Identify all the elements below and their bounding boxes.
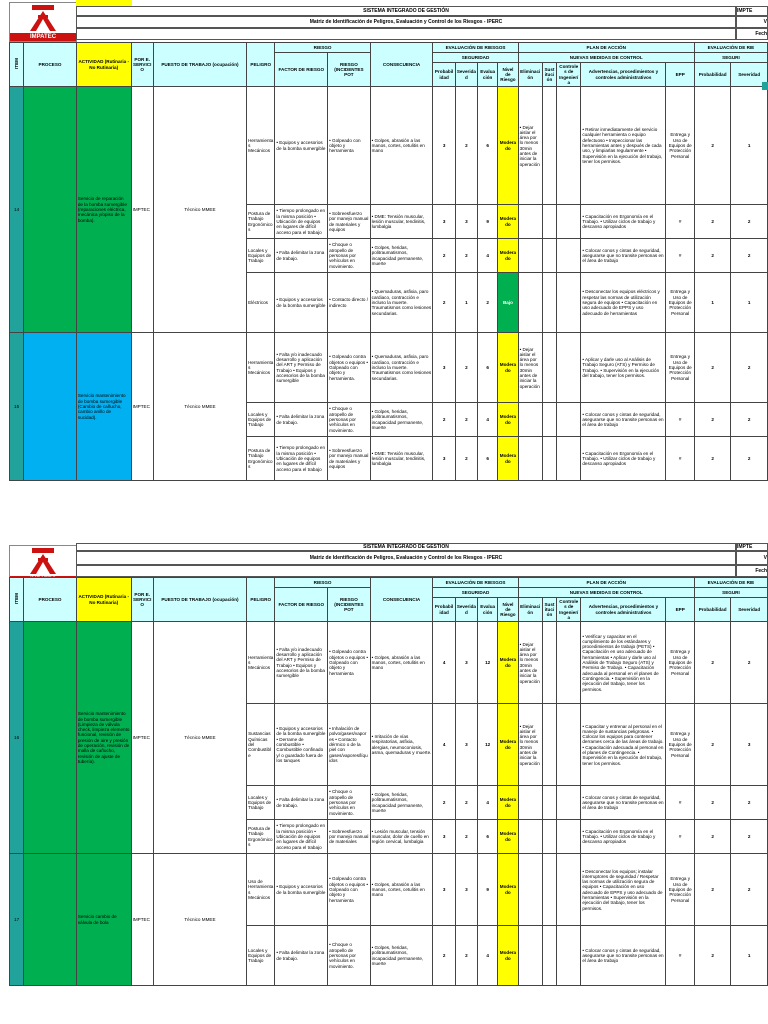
consecuencia-cell: • Quemaduras, asfixia, paro cardiaco, contracción e incluso la muerte. Traumatismos como lesiones secundarias. [370,333,433,403]
servicio-cell: IMPTEC [131,854,153,986]
severidad2-value: 2 [731,437,768,481]
col-probabilidad2: Probabilidad [694,63,730,87]
advertencias-cell: • Colocar conos y cintas de seguridad, asegurarse que no transite personas en el área de trabajo [581,786,666,820]
code-label: IMPTE [736,543,768,551]
eliminacion-cell: • Dejar aislar el área por lo menos 30min antes de iniciar la operación [518,622,542,704]
consecuencia-cell: • Golpes, heridas, politraumatismos, incapacidad permanente, muerte [370,926,433,986]
eliminacion-cell [518,437,542,481]
factor-cell: • Equipos y accesorios de la bomba sumergible [275,854,328,926]
page-header [6,0,768,42]
col-item: ITEM [10,43,24,87]
col-severidad: Severidad [455,63,477,87]
col-actividad: ACTIVIDAD (Rutinaria - No Rutinaria) [76,43,131,87]
sustitucion-cell [542,820,556,854]
table-row [10,854,768,926]
col-seguridad2: SEGURI [694,53,767,63]
epp-cell: Entrega y Uso de Equipos de Protección Personal [666,704,694,786]
right-edge-tab [762,82,768,90]
factor-cell: • Falta y/o inadecuado desarrollo y aplicación del ART y Permiso de Trabajo • Equipos y accesorios de la bomba sumergible [275,333,328,403]
severidad2-value: 1 [731,926,768,986]
peligro-cell: Herramientas Mecánicos [247,622,275,704]
riesgo-cell: • Choque o atropello de personas por vehículos en movimiento. [328,403,371,437]
severidad2-value: 2 [731,239,768,273]
epp-cell: Entrega y Uso de Equipos de Protección Personal [666,333,694,403]
peligro-cell: Uso de Herramientas Mecánicos [247,854,275,926]
severidad2-value: 2 [731,786,768,820]
document-page-1 [6,0,768,472]
probabilidad2-value: 2 [694,854,730,926]
date-label: Fech [736,565,768,577]
system-title: SISTEMA INTEGRADO DE GESTIÓN [76,6,736,16]
riesgo-cell: • Inhalación de polvo/gases/vapores • Contacto dérmico o de la piel con gases/vapores/líquidos [328,704,371,786]
severidad2-value: 1 [731,87,768,205]
sustitucion-cell [542,704,556,786]
nivel-riesgo-badge: Modera do [498,205,518,239]
riesgo-cell: • Sobreesfuerzo por manejo manual de materiales y equipos [328,205,371,239]
probabilidad2-value: 2 [694,926,730,986]
col-sustitucion: Sustitución [542,63,556,87]
controles-ing-cell [557,205,581,239]
epp-cell: # [666,820,694,854]
eliminacion-cell [518,926,542,986]
col-peligro: PELIGRO [247,578,275,622]
advertencias-cell: • Aplicar y darle uso al Análisis de Trabajo Seguro (ATS) y Permiso de Trabajo. • Supervisión en la ejecución del trabajo, tener los permisos. [581,333,666,403]
consecuencia-cell: • Golpes, heridas, politraumatismos, incapacidad permanente, muerte [370,239,433,273]
severidad-value: 3 [455,205,477,239]
nivel-riesgo-badge: Modera do [498,854,518,926]
col-controles-ing: Controles de Ingeniería [557,598,581,622]
epp-cell: Entrega y Uso de Equipos de Protección Personal [666,87,694,205]
severidad2-value: 2 [731,403,768,437]
col-nuevas: NUEVAS MEDIDAS DE CONTROL [518,588,694,598]
iperc-table-page-1 [9,42,768,481]
riesgo-cell: • Golpeado contra objetos o equipos • Golpeado con objeto y herramienta [328,854,371,926]
col-severidad2: Severidad [731,598,768,622]
servicio-cell: IMPTEC [131,622,153,854]
logo-mark-icon [10,546,76,576]
col-riesgo-inc: RIESGO (INCIDENTES POT [328,588,371,622]
item-number: 14 [10,87,24,333]
evaluacion-value: 4 [478,926,498,986]
probabilidad2-value: 1 [694,273,730,333]
col-probabilidad: Probabilidad [433,63,455,87]
probabilidad2-value: 2 [694,786,730,820]
col-seguridad2: SEGURI [694,588,767,598]
item-number: 17 [10,854,24,986]
severidad2-value: 1 [731,273,768,333]
col-por-servicio: POR E. SERVICIO [131,578,153,622]
consecuencia-cell: • Irritación de vías respiratorias, asfixia, alergias, neumoconiosis, asma, quemaduras y muerte. [370,704,433,786]
col-evaluacion2-group: EVALUACIÓN DE RIE [694,578,767,588]
actividad-cell: Servicio de reparación de la bomba sumergible (reparaciones eléctrica, mecánica y/opiso de la bomba). [76,87,131,333]
col-puesto: PUESTO DE TRABAJO (ocupación) [153,578,246,622]
nivel-riesgo-badge: Modera do [498,820,518,854]
factor-cell: • Falta delimitar la zona de trabajo. [275,239,328,273]
eliminacion-cell [518,205,542,239]
factor-cell: • Falta delimitar la zona de trabajo. [275,403,328,437]
col-peligro: PELIGRO [247,43,275,87]
factor-cell: • Tiempo prolongado en la misma posición • Ubicación de equipos en lugares de difícil acceso para el trabajo [275,437,328,481]
peligro-cell: Locales y Equipos de Trabajo [247,403,275,437]
proceso-cell [24,87,77,333]
evaluacion-value: 6 [478,87,498,205]
consecuencia-cell: • Golpes, heridas, politraumatismos, incapacidad permanente, muerte [370,786,433,820]
col-consecuencia: CONSECUENCIA [370,578,433,622]
eliminacion-cell [518,820,542,854]
factor-cell: • Equipos y accesorios de la bomba sumergible [275,273,328,333]
nivel-riesgo-badge: Bajo [498,273,518,333]
col-nivel: Nivel de Riesgo [498,598,518,622]
severidad-value: 2 [455,87,477,205]
controles-ing-cell [557,820,581,854]
consecuencia-cell: • DME: Tensión muscular, lesión muscular, tendinitis, lumbalgia [370,437,433,481]
probabilidad-value: 4 [433,622,455,704]
puesto-cell: Técnico MMEE [153,622,246,854]
severidad-value: 3 [455,854,477,926]
severidad2-value: 2 [731,622,768,704]
peligro-cell: Postura de Trabajo Ergonómicos [247,205,275,239]
evaluacion-value: 6 [478,820,498,854]
epp-cell: Entrega y Uso de Equipos de Protección Personal [666,273,694,333]
evaluacion-value: 12 [478,704,498,786]
advertencias-cell: • Colocar conos y cintas de seguridad, asegurarse que no transite personas en el área de trabajo [581,926,666,986]
evaluacion-value: 9 [478,205,498,239]
severidad-value: 2 [455,820,477,854]
riesgo-cell: • Golpeado contra objetos o equipos • Golpeado con objeto y herramienta. [328,333,371,403]
peligro-cell: Sustancias Químicas del Combustible [247,704,275,786]
col-probabilidad: Probabilidad [433,598,455,622]
factor-cell: • Falta delimitar la zona de trabajo. [275,926,328,986]
epp-cell: # [666,403,694,437]
logo-text: IMPATEC [10,33,76,41]
system-title: SISTEMA INTEGRADO DE GESTIÓN [76,543,736,551]
advertencias-cell: • Verificar y capacitar en el cumplimiento de los estándares y procedimientos de trabajo (PETS) • Capacitación en uso adecuado de herramientas • Aplicar y darle uso al Análisis de Trabajo Seguro (ATS) y Permiso de Trabajo. • Capacitación adecuada al personal en el planes de Contingencia. • Supervisión en la ejecución del trabajo, tener los permisos. [581,622,666,704]
sustitucion-cell [542,786,556,820]
col-por-servicio: POR E. SERVICIO [131,43,153,87]
probabilidad-value: 3 [433,437,455,481]
factor-cell: • Equipos y accesorios de la bomba sumergible • Derrame de combustible • Combustible confinado y/ o guardado fuera de los tanques [275,704,328,786]
probabilidad-value: 3 [433,87,455,205]
severidad-value: 2 [455,403,477,437]
matrix-title: Matriz de Identificación de Peligros, Evaluación y Control de los Riesgos - IPERC [76,551,736,565]
col-evaluacion-group: EVALUACIÓN DE RIESGOS [433,578,518,588]
table-row [10,87,768,205]
version-label: V [736,16,768,28]
sustitucion-cell [542,239,556,273]
company-logo [9,2,77,42]
sustitucion-cell [542,205,556,239]
matrix-title: Matriz de Identificación de Peligros, Evaluación y Control de los Riesgos - IPERC [76,16,736,28]
severidad-value: 1 [455,273,477,333]
code-label: IMPTE [736,6,768,16]
sustitucion-cell [542,437,556,481]
col-actividad: ACTIVIDAD (Rutinaria - No Rutinaria) [76,578,131,622]
severidad2-value: 2 [731,854,768,926]
severidad-value: 2 [455,239,477,273]
consecuencia-cell: • DME: Tensión muscular, lesión muscular, tendinitis, lumbalgia [370,205,433,239]
controles-ing-cell [557,87,581,205]
peligro-cell: Postura de Trabajo Ergonómicos [247,437,275,481]
eliminacion-cell [518,786,542,820]
evaluacion-value: 6 [478,437,498,481]
col-sustitucion: Sustitución [542,598,556,622]
riesgo-cell: • Contacto directo / indirecto [328,273,371,333]
epp-cell: # [666,437,694,481]
col-evaluacion2-group: EVALUACIÓN DE RIE [694,43,767,53]
nivel-riesgo-badge: Modera do [498,87,518,205]
consecuencia-cell: • Lesión muscular, tensión muscular, dolor de cuello en región cervical, lumbalgia [370,820,433,854]
eliminacion-cell [518,273,542,333]
probabilidad2-value: 2 [694,239,730,273]
nivel-riesgo-badge: Modera do [498,786,518,820]
header-blank [76,28,736,40]
col-evaluacion: Evaluación [478,598,498,622]
proceso-cell [24,622,77,854]
nivel-riesgo-badge: Modera do [498,926,518,986]
peligro-cell: Postura de Trabajo Ergonómicos [247,820,275,854]
advertencias-cell: • Capacitación en Ergonomía en el Trabajo. • Utilizar ciclos de trabajo y descanso apropiados [581,437,666,481]
peligro-cell: Locales y Equipos de Trabajo [247,926,275,986]
col-severidad2: Severidad [731,63,768,87]
actividad-cell: Servicio cambio de válvula de bola [76,854,131,986]
epp-cell: # [666,239,694,273]
peligro-cell: Herramientas Mecánicos [247,333,275,403]
epp-cell: # [666,926,694,986]
col-seguridad: SEGURIDAD [433,588,518,598]
riesgo-cell: • Golpeado contra objetos o equipos • Golpeado con objeto y herramienta [328,622,371,704]
probabilidad2-value: 2 [694,87,730,205]
header-blank [76,565,736,577]
eliminacion-cell: • Dejar aislar el área por lo menos 30min antes de iniciar la operación [518,87,542,205]
col-eliminacion: Eliminación [518,63,542,87]
nivel-riesgo-badge: Modera do [498,239,518,273]
item-number: 15 [10,333,24,481]
controles-ing-cell [557,333,581,403]
probabilidad2-value: 2 [694,403,730,437]
puesto-cell: Técnico MMEE [153,333,246,481]
version-label: V [736,551,768,565]
probabilidad-value: 3 [433,854,455,926]
date-label: Fech [736,28,768,40]
probabilidad-value: 3 [433,333,455,403]
controles-ing-cell [557,273,581,333]
eliminacion-cell [518,239,542,273]
severidad-value: 2 [455,333,477,403]
eliminacion-cell: • Dejar aislar el área por lo menos 30min antes de iniciar la operación [518,333,542,403]
logo-mark-icon [10,3,76,33]
probabilidad-value: 2 [433,786,455,820]
probabilidad-value: 2 [433,403,455,437]
servicio-cell: IMPTEC [131,333,153,481]
proceso-cell [24,854,77,986]
sustitucion-cell [542,622,556,704]
probabilidad-value: 4 [433,704,455,786]
controles-ing-cell [557,704,581,786]
evaluacion-value: 2 [478,273,498,333]
probabilidad2-value: 2 [694,704,730,786]
evaluacion-value: 12 [478,622,498,704]
eliminacion-cell [518,403,542,437]
nivel-riesgo-badge: Modera do [498,333,518,403]
advertencias-cell: • Retirar inmediatamente del servicio cualquier herramienta o equipo defectuoso • Inspeccionar las herramientas antes y después de cada uso, y limpiarlas regularmente • Supervisión en la ejecución del trabajo, tener los permisos. [581,87,666,205]
riesgo-cell: • Golpeado con objeto y herramienta [328,87,371,205]
probabilidad2-value: 2 [694,437,730,481]
severidad-value: 2 [455,786,477,820]
controles-ing-cell [557,403,581,437]
col-epp: EPP [666,598,694,622]
col-advertencias: Advertencias, procedimientos y controles administrativos [581,63,666,87]
severidad-value: 2 [455,437,477,481]
probabilidad-value: 2 [433,273,455,333]
severidad2-value: 2 [731,205,768,239]
probabilidad-value: 2 [433,239,455,273]
severidad-value: 3 [455,704,477,786]
puesto-cell: Técnico MMEE [153,87,246,333]
controles-ing-cell [557,239,581,273]
servicio-cell: IMPTEC [131,87,153,333]
controles-ing-cell [557,437,581,481]
peligro-cell: Locales y Equipos de Trabajo [247,786,275,820]
factor-cell: • Equipos y accesorios de la bomba sumergible [275,87,328,205]
table-row [10,622,768,704]
sustitucion-cell [542,403,556,437]
probabilidad2-value: 2 [694,205,730,239]
col-probabilidad2: Probabilidad [694,598,730,622]
probabilidad2-value: 2 [694,820,730,854]
epp-cell: # [666,786,694,820]
factor-cell: • Falta y/o inadecuado desarrollo y aplicación del ART y Permiso de Trabajo • Equipos y accesorios de la bomba sumergible [275,622,328,704]
consecuencia-cell: • Golpes, heridas, politraumatismos, incapacidad permanente, muerte [370,403,433,437]
col-proceso: PROCESO [24,43,77,87]
evaluacion-value: 9 [478,854,498,926]
nivel-riesgo-badge: Modera do [498,437,518,481]
peligro-cell: Eléctricos [247,273,275,333]
col-consecuencia: CONSECUENCIA [370,43,433,87]
consecuencia-cell: • Quemaduras, asfixia, paro cardiaco, contracción e incluso la muerte. Traumatismos como lesiones secundarias. [370,273,433,333]
evaluacion-value: 4 [478,239,498,273]
epp-cell: # [666,205,694,239]
advertencias-cell: • Capacitar y entrenar al personal en el manejo de sustancias peligrosas. • Colocar los equipos para contener derrames cerca de las áreas de trabajo. • Capacitación adecuada al personal en el planes de Contingencia. • Supervisión en la ejecución del trabajo, tener los permisos. [581,704,666,786]
controles-ing-cell [557,854,581,926]
probabilidad-value: 3 [433,205,455,239]
iperc-table-page-2 [9,577,768,986]
col-proceso: PROCESO [24,578,77,622]
advertencias-cell: • Capacitación en Ergonomía en el Trabajo. • Utilizar ciclos de trabajo y descanso apropiados [581,820,666,854]
evaluacion-value: 4 [478,403,498,437]
peligro-cell: Locales y Equipos de Trabajo [247,239,275,273]
riesgo-cell: • Choque o atropello de personas por vehículos en movimiento. [328,926,371,986]
proceso-cell [24,333,77,481]
factor-cell: • Tiempo prolongado en la misma posición • Ubicación de equipos en lugares de difícil acceso para el trabajo [275,820,328,854]
probabilidad-value: 2 [433,926,455,986]
col-item: ITEM [10,578,24,622]
advertencias-cell: • Desconectar los equipos eléctricos y respetar las normas de utilización segura de equipos • Capacitación en uso adecuado de EPPS y uso adecuado de herramientas [581,273,666,333]
consecuencia-cell: • Golpes, abrasión a las manos, cortes, cetulitis en mano [370,87,433,205]
nivel-riesgo-badge: Modera do [498,622,518,704]
riesgo-cell: • Choque o atropello de personas por vehículos en movimiento. [328,786,371,820]
col-seguridad: SEGURIDAD [433,53,518,63]
col-nivel: Nivel de Riesgo [498,63,518,87]
col-factor: FACTOR DE RIESGO [275,588,328,622]
advertencias-cell: • Colocar conos y cintas de seguridad, asegurarse que no transite personas en el área de trabajo [581,239,666,273]
factor-cell: • Tiempo prolongado en la misma posición • Ubicación de equipos en lugares de difícil acceso para el trabajo [275,205,328,239]
controles-ing-cell [557,786,581,820]
col-evaluacion-group: EVALUACIÓN DE RIESGOS [433,43,518,53]
probabilidad2-value: 2 [694,333,730,403]
evaluacion-value: 4 [478,786,498,820]
col-puesto: PUESTO DE TRABAJO (ocupación) [153,43,246,87]
table-row [10,333,768,403]
nivel-riesgo-badge: Modera do [498,403,518,437]
consecuencia-cell: • Golpes, abrasión a las manos, cortes, cetulitis en mano [370,854,433,926]
col-severidad: Severidad [455,598,477,622]
severidad-value: 3 [455,622,477,704]
sustitucion-cell [542,854,556,926]
riesgo-cell: • Sobreesfuerzo por manejo manual de materiales y equipos [328,437,371,481]
col-riesgo-group: RIESGO [275,578,370,588]
severidad2-value: 3 [731,704,768,786]
controles-ing-cell [557,926,581,986]
col-plan-group: PLAN DE ACCIÓN [518,578,694,588]
col-epp: EPP [666,63,694,87]
advertencias-cell: • Desconectar los equipos; instalar interruptores de seguridad / Respetar las normas de utilización segura de equipos • Capacitación en uso adecuado de EPPS y uso adecuado de herramientas • Supervisión en la ejecución del trabajo, tener los permisos. [581,854,666,926]
col-evaluacion: Evaluación [478,63,498,87]
eliminacion-cell [518,854,542,926]
item-number: 16 [10,622,24,854]
actividad-cell: Servicio mantenimiento de bomba sumergible (Limpieza de válvula check, limpieza elemento funcional, revisión de presión de aire y presión de operación, revisión de malla de cañucho, revisión de ajuste de tubería). [76,622,131,854]
col-advertencias: Advertencias, procedimientos y controles administrativos [581,598,666,622]
actividad-cell: Servicio mantenimiento de bomba sumergible (Cambio de cañucho, cambio anillo de sucidad). [76,333,131,481]
advertencias-cell: • Colocar conos y cintas de seguridad, asegurarse que no transite personas en el área de trabajo [581,403,666,437]
sustitucion-cell [542,87,556,205]
epp-cell: Entrega y Uso de Equipos de Protección Personal [666,854,694,926]
col-eliminacion: Eliminación [518,598,542,622]
sustitucion-cell [542,926,556,986]
eliminacion-cell: • Dejar aislar el área por lo menos 30min antes de iniciar la operación [518,704,542,786]
sustitucion-cell [542,333,556,403]
col-controles-ing: Controles de Ingeniería [557,63,581,87]
controles-ing-cell [557,622,581,704]
nivel-riesgo-badge: Modera do [498,704,518,786]
peligro-cell: Herramientas Mecánicos [247,87,275,205]
document-page-2 [6,543,768,1024]
severidad-value: 2 [455,926,477,986]
advertencias-cell: • Capacitación en Ergonomía en el Trabajo. • Utilizar ciclos de trabajo y descanso apropiados [581,205,666,239]
col-riesgo-group: RIESGO [275,43,370,53]
col-factor: FACTOR DE RIESGO [275,53,328,87]
riesgo-cell: • Choque o atropello de personas por vehículos en movimiento. [328,239,371,273]
severidad2-value: 2 [731,333,768,403]
factor-cell: • Falta delimitar la zona de trabajo. [275,786,328,820]
epp-cell: Entrega y Uso de Equipos de Protección Personal [666,622,694,704]
consecuencia-cell: • Golpes, abrasión a las manos, cortes, cetulitis en mano [370,622,433,704]
sustitucion-cell [542,273,556,333]
probabilidad2-value: 2 [694,622,730,704]
col-nuevas: NUEVAS MEDIDAS DE CONTROL [518,53,694,63]
puesto-cell: Técnico MMEE [153,854,246,986]
col-plan-group: PLAN DE ACCIÓN [518,43,694,53]
riesgo-cell: • Sobreesfuerzo por manejo manual de materiales [328,820,371,854]
evaluacion-value: 6 [478,333,498,403]
severidad2-value: 2 [731,820,768,854]
col-riesgo-inc: RIESGO (INCIDENTES POT [328,53,371,87]
probabilidad-value: 3 [433,820,455,854]
